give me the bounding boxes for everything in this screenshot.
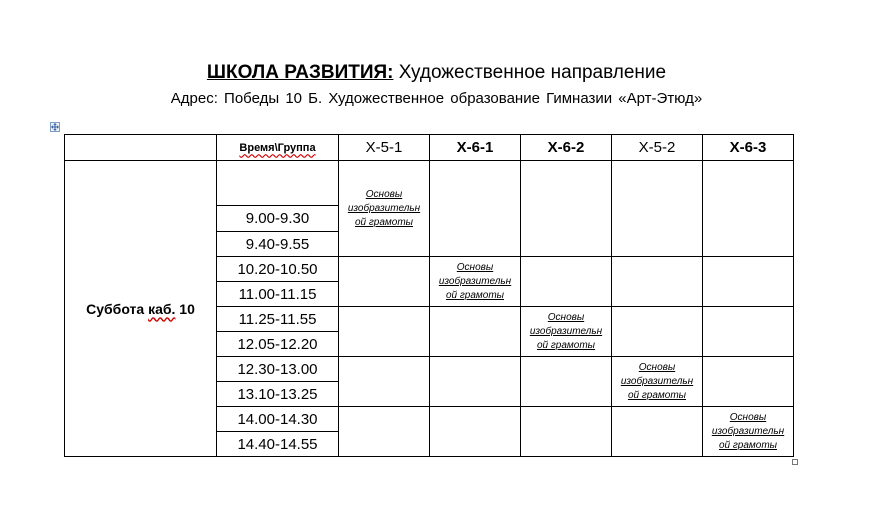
subject-line: Основы xyxy=(365,188,403,200)
corner-label: Время\Группа xyxy=(239,141,316,154)
subject-line: Основы xyxy=(456,261,494,273)
empty-cell xyxy=(430,161,521,257)
empty-cell xyxy=(339,407,430,457)
page-title xyxy=(0,62,873,84)
empty-cell xyxy=(612,257,703,307)
group-header: Х-6-3 xyxy=(703,135,794,161)
group-header: Х-5-1 xyxy=(339,135,430,161)
empty-cell xyxy=(703,357,794,407)
subject-line: изобразительн xyxy=(529,325,603,337)
school-name: ШКОЛА РАЗВИТИЯ: xyxy=(206,62,394,83)
group-header: Х-5-2 xyxy=(612,135,703,161)
subject-cell xyxy=(612,357,703,407)
empty-cell xyxy=(339,257,430,307)
spacer-cell xyxy=(217,161,339,206)
subject-cell xyxy=(430,257,521,307)
empty-cell xyxy=(703,257,794,307)
subject-line: Основы xyxy=(547,311,585,323)
time-cell: 9.00-9.30 xyxy=(217,206,339,232)
subject-line: изобразительн xyxy=(438,275,512,287)
subject-line: Основы xyxy=(638,361,676,373)
subject-cell xyxy=(521,307,612,357)
empty-cell xyxy=(612,407,703,457)
subject-line: изобразительн xyxy=(711,425,785,437)
time-cell: 14.40-14.55 xyxy=(217,432,339,457)
day-label: Суббота каб. 10 xyxy=(86,300,195,317)
subject-line: ой грамоты xyxy=(718,439,778,451)
time-cell: 14.00-14.30 xyxy=(217,407,339,432)
schedule-table xyxy=(64,134,794,457)
empty-cell xyxy=(430,307,521,357)
subject-line: ой грамоты xyxy=(354,216,414,228)
subject-line: ой грамоты xyxy=(627,389,687,401)
empty-cell xyxy=(612,307,703,357)
direction-name: Художественное направление xyxy=(393,62,667,83)
empty-cell xyxy=(339,307,430,357)
empty-cell xyxy=(430,407,521,457)
time-cell: 11.25-11.55 xyxy=(217,307,339,332)
subject-line: изобразительн xyxy=(620,375,694,387)
time-cell: 12.05-12.20 xyxy=(217,332,339,357)
subject-cell xyxy=(339,161,430,257)
empty-cell xyxy=(430,357,521,407)
subject-line: изобразительн xyxy=(347,202,421,214)
empty-cell xyxy=(703,161,794,257)
time-cell: 12.30-13.00 xyxy=(217,357,339,382)
subject-line: Основы xyxy=(729,411,767,423)
header-row xyxy=(65,135,794,161)
empty-header-cell xyxy=(65,135,217,161)
address-line: Адрес: Победы 10 Б. Художественное образование Гимназии «Арт-Этюд» xyxy=(170,90,703,107)
table-resize-handle[interactable] xyxy=(792,459,798,465)
empty-cell xyxy=(521,161,612,257)
subject-line: ой грамоты xyxy=(445,289,505,301)
subject-line: ой грамоты xyxy=(536,339,596,351)
day-cell xyxy=(65,161,217,457)
spacer-row xyxy=(65,161,794,206)
time-cell: 13.10-13.25 xyxy=(217,382,339,407)
corner-header xyxy=(217,135,339,161)
move-cross-icon[interactable] xyxy=(50,122,60,132)
empty-cell xyxy=(612,161,703,257)
time-cell: 10.20-10.50 xyxy=(217,257,339,282)
empty-cell xyxy=(339,357,430,407)
group-header: Х-6-2 xyxy=(521,135,612,161)
empty-cell xyxy=(521,407,612,457)
group-header: Х-6-1 xyxy=(430,135,521,161)
empty-cell xyxy=(521,257,612,307)
empty-cell xyxy=(703,307,794,357)
subject-cell xyxy=(703,407,794,457)
time-cell: 9.40-9.55 xyxy=(217,232,339,257)
time-cell: 11.00-11.15 xyxy=(217,282,339,307)
empty-cell xyxy=(521,357,612,407)
